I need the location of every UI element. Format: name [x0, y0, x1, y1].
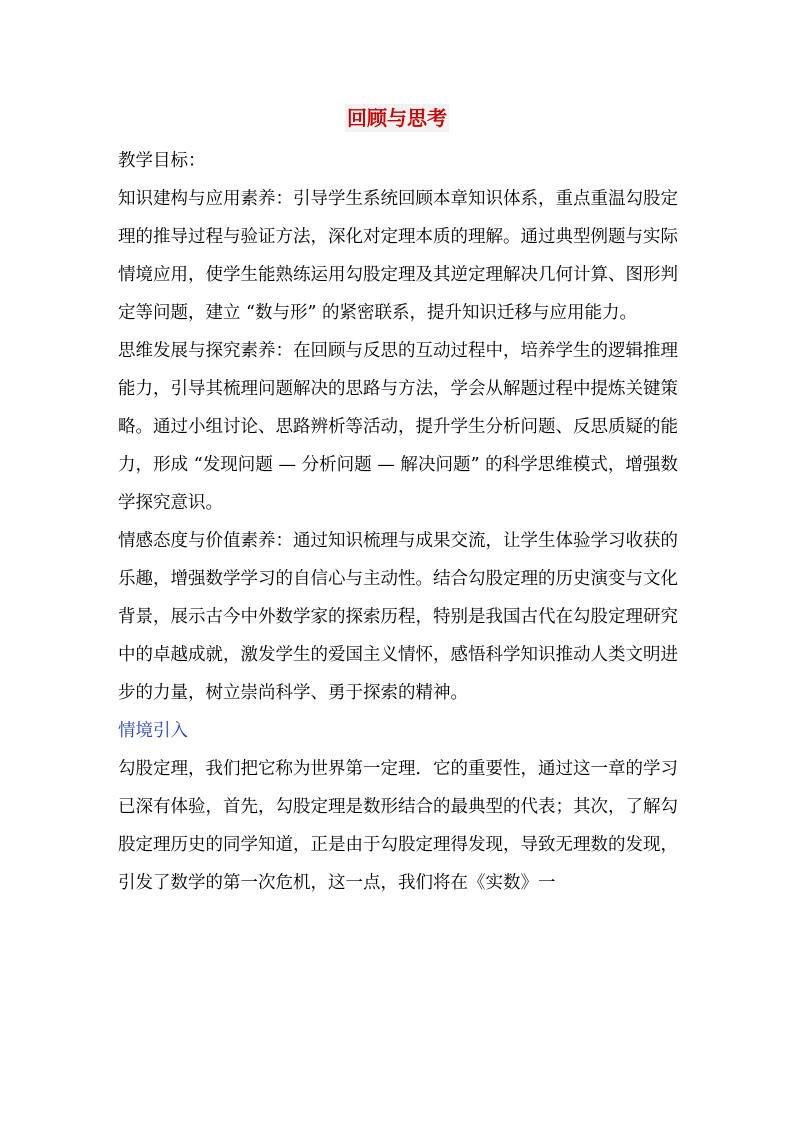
section-heading-context: 情境引入	[118, 721, 188, 741]
objective-knowledge: 知识建构与应用素养：引导学生系统回顾本章知识体系，重点重温勾股定理的推导过程与验证方法，深化对定理本质的理解。通过典型例题与实际情境应用，使学生能熟练运用勾股定理及其逆定理解决几何计算、图形判定等问题，建立 “数与形” 的紧密联系，提升知识迁移与应用能力。	[118, 189, 678, 323]
intro-paragraph: 勾股定理，我们把它称为世界第一定理．它的重要性，通过这一章的学习已深有体验，首先，勾股定理是数形结合的最典型的代表；其次，了解勾股定理历史的同学知道，正是由于勾股定理得发现，导致无理数的发现，引发了数学的第一次危机，这一点，我们将在《实数》一	[118, 759, 678, 893]
page-title: 回顾与思考	[347, 106, 447, 130]
document-body	[118, 142, 678, 902]
title-area	[0, 104, 794, 132]
objective-thinking: 思维发展与探究素养：在回顾与反思的互动过程中，培养学生的逻辑推理能力，引导其梳理问题解决的思路与方法，学会从解题过程中提炼关键策略。通过小组讨论、思路辨析等活动，提升学生分析问题、反思质疑的能力，形成 “发现问题 — 分析问题 — 解决问题” 的科学思维模式，增强数学探究意识。	[118, 341, 678, 513]
objective-values: 情感态度与价值素养：通过知识梳理与成果交流，让学生体验学习收获的乐趣，增强数学学习的自信心与主动性。结合勾股定理的历史演变与文化背景，展示古今中外数学家的探索历程，特别是我国古代在勾股定理研究中的卓越成就，激发学生的爱国主义情怀，感悟科学知识推动人类文明进步的力量，树立崇尚科学、勇于探索的精神。	[118, 531, 678, 703]
objectives-heading: 教学目标：	[118, 151, 206, 171]
